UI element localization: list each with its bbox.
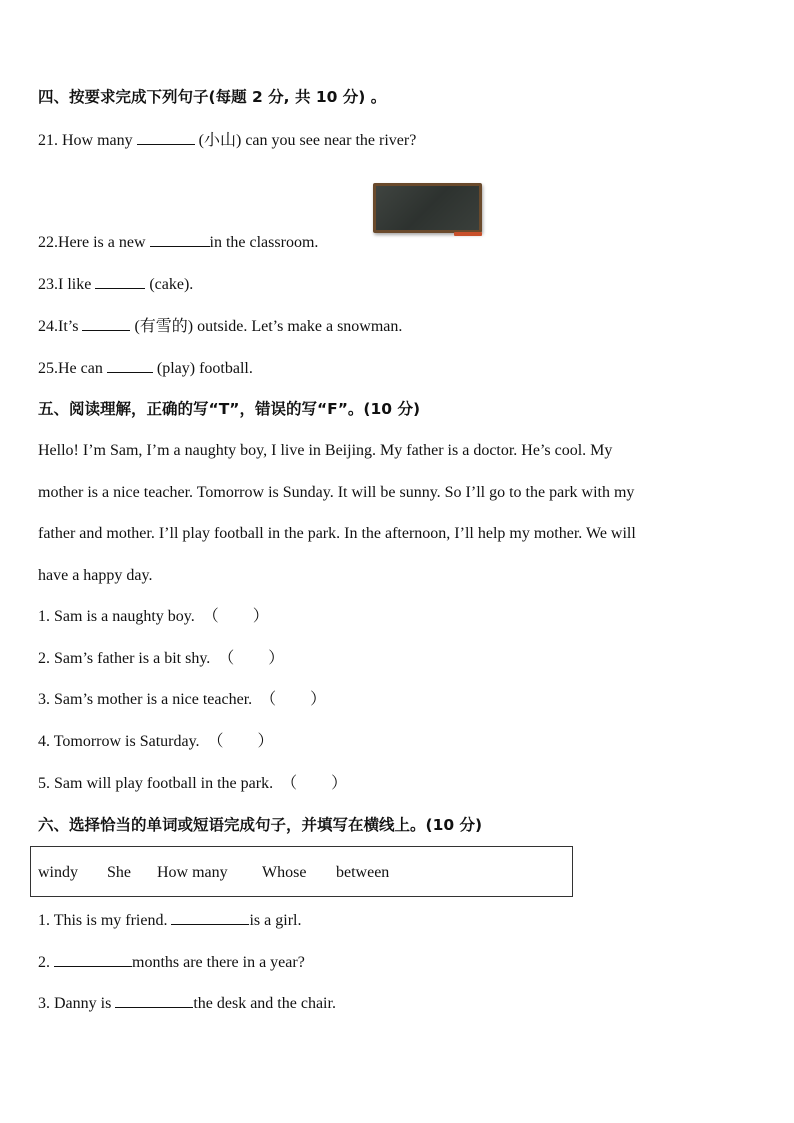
tf-item-1-text: 1. Sam is a naughty boy. [38,608,195,625]
tf-item-2-text: 2. Sam’s father is a bit shy. [38,650,211,667]
question-22 [38,232,318,253]
word-bank-item: How many [157,864,228,881]
q24-text-pre: 24.It’s [38,318,83,335]
section4-heading: 四、按要求完成下列句子(每题 2 分, 共 10 分) 。 [38,88,387,106]
q25-text-pre: 25.He can [38,360,107,377]
tf-item-4-text: 4. Tomorrow is Saturday. [38,733,200,750]
tf-item-5 [38,774,347,794]
q22-blank[interactable] [150,232,210,247]
q24-blank[interactable] [82,316,130,331]
q23-text-pre: 23.I like [38,276,96,293]
q21-blank[interactable] [137,130,195,145]
q24-text-post: (有雪的) outside. Let’s make a snowman. [130,318,403,335]
fill-question-1 [38,910,301,931]
section6-heading: 六、选择恰当的单词或短语完成句子，并填写在横线上。(10 分) [38,816,483,834]
fill-q1-text-post: is a girl. [249,912,302,929]
passage-line-4: have a happy day. [38,567,153,584]
fill-question-3 [38,993,336,1014]
tf-item-3-text: 3. Sam’s mother is a nice teacher. [38,691,253,708]
section5-heading: 五、阅读理解，正确的写“T”，错误的写“F”。(10 分) [38,400,421,418]
fill-q3-text-post: the desk and the chair. [193,995,336,1012]
passage-line-2: mother is a nice teacher. Tomorrow is Sunday. It will be sunny. So I’ll go to the park with my [38,484,635,501]
fill-q2-blank[interactable] [54,952,132,967]
fill-q1-blank[interactable] [171,910,249,925]
fill-q2-text-post: months are there in a year? [132,954,305,971]
tf-answer-1[interactable]: （ ） [202,608,269,625]
q23-text-post: (cake). [145,276,194,293]
tf-answer-5[interactable]: （ ） [281,775,348,792]
q22-text-pre: 22.Here is a new [38,234,150,251]
tf-item-2 [38,649,284,669]
question-25 [38,358,253,379]
q21-text-pre: 21. How many [38,132,137,149]
q25-blank[interactable] [107,358,153,373]
word-bank-item: Whose [262,864,307,881]
tf-answer-4[interactable]: （ ） [207,733,274,750]
question-24 [38,316,402,337]
word-bank-item: between [336,864,390,881]
fill-q2-text-pre: 2. [38,954,54,971]
q25-text-post: (play) football. [152,360,253,377]
word-bank-item: windy [38,864,78,881]
tf-item-1 [38,607,269,627]
fill-q3-text-pre: 3. Danny is [38,995,116,1012]
word-bank-item: She [107,864,131,881]
tf-answer-2[interactable]: （ ） [218,650,285,667]
tf-item-5-text: 5. Sam will play football in the park. [38,775,274,792]
word-bank-box [30,846,573,897]
tf-item-3 [38,690,326,710]
question-23 [38,274,193,295]
q22-text-post: in the classroom. [209,234,319,251]
blackboard-icon [373,183,482,233]
fill-question-2 [38,952,305,973]
tf-answer-3[interactable]: （ ） [260,691,327,708]
tf-item-4 [38,732,274,752]
question-21 [38,130,416,151]
passage-line-3: father and mother. I’ll play football in the park. In the afternoon, I’ll help my mother. We will [38,525,636,542]
q23-blank[interactable] [95,274,145,289]
fill-q3-blank[interactable] [115,993,193,1008]
passage-line-1: Hello! I’m Sam, I’m a naughty boy, I live in Beijing. My father is a doctor. He’s cool. My [38,442,613,459]
q21-text-post: (小山) can you see near the river? [194,132,417,149]
fill-q1-text-pre: 1. This is my friend. [38,912,172,929]
